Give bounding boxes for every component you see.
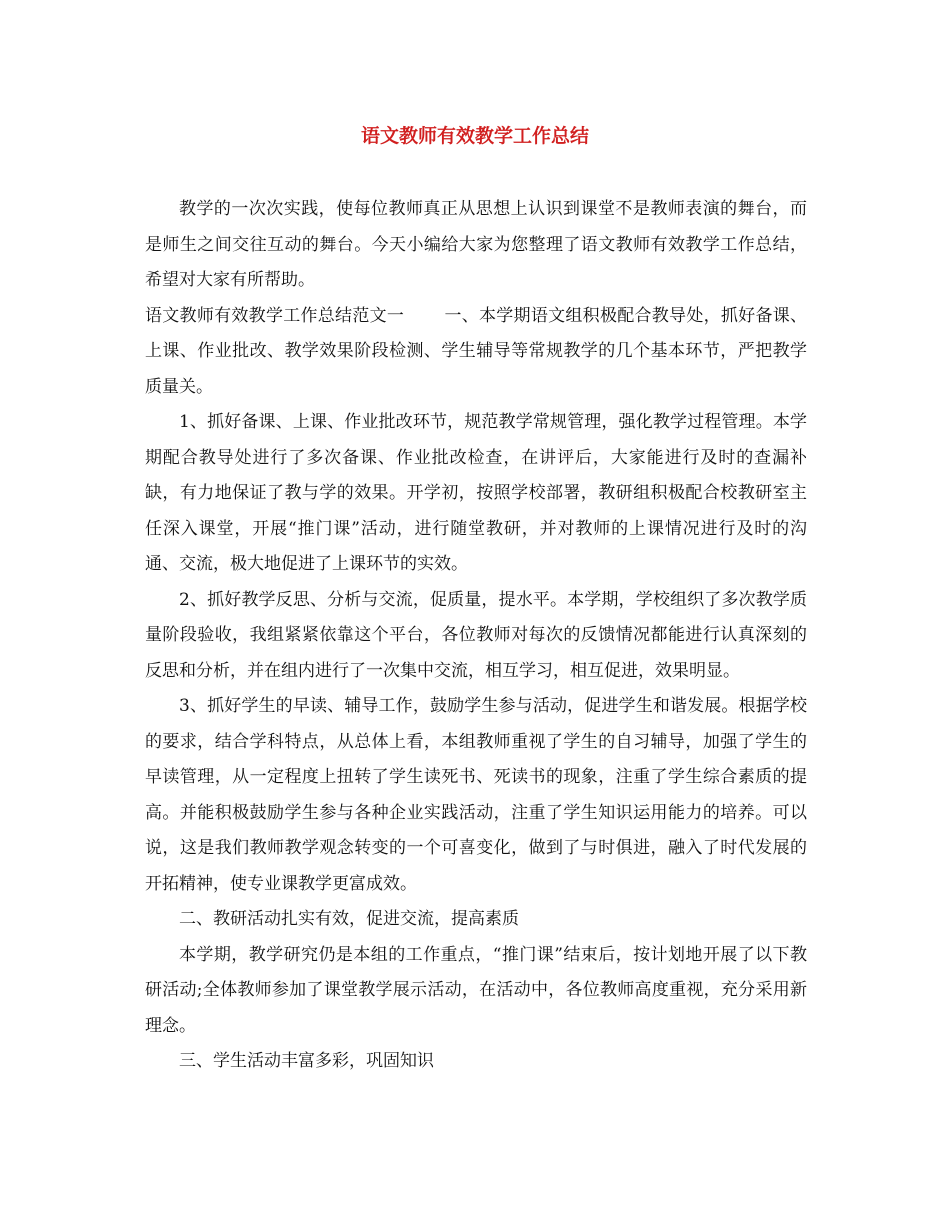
sample-paragraph xyxy=(145,299,807,406)
section-1-heading: 一、本学期语文组积极配合教导处，抓好备课、上课、作业批改、教学效果阶段检测、学生辅导等常规教学的几个基本环节，严把教学质量关。 xyxy=(145,305,808,397)
item-3-paragraph: 3、抓好学生的早读、辅导工作，鼓励学生参与活动，促进学生和谐发展。根据学校的要求，结合学科特点，从总体上看，本组教师重视了学生的自习辅导，加强了学生的早读管理，从一定程度上扭转了学生读死书、死读书的现象，注重了学生综合素质的提高。并能积极鼓励学生参与各种企业实践活动，注重了学生知识运用能力的培养。可以说，这是我们教师教学观念转变的一个可喜变化，做到了与时俱进，融入了时代发展的开拓精神，使专业课教学更富成效。 xyxy=(145,696,807,894)
item-2-paragraph: 2、抓好教学反思、分析与交流，促质量，提水平。本学期，学校组织了多次教学质量阶段验收，我组紧紧依靠这个平台，各位教师对每次的反馈情况都能进行认真深刻的反思和分析，并在组内进行了一次集中交流，相互学习，相互促进，效果明显。 xyxy=(145,589,807,681)
intro-paragraph: 教学的一次次实践，使每位教师真正从思想上认识到课堂不是教师表演的舞台，而是师生之间交往互动的舞台。今天小编给大家为您整理了语文教师有效教学工作总结，希望对大家有所帮助。 xyxy=(145,199,807,290)
document-title: 语文教师有效教学工作总结 xyxy=(360,125,589,147)
section-3-heading: 三、学生活动丰富多彩，巩固知识 xyxy=(179,1051,434,1071)
section-2-heading: 二、教研活动扎实有效，促进交流，提高素质 xyxy=(179,909,519,929)
section-2-paragraph: 本学期，教学研究仍是本组的工作重点，“推门课”结束后，按计划地开展了以下教研活动;全体教师参加了课堂教学展示活动，在活动中，各位教师高度重视，充分采用新理念。 xyxy=(145,944,807,1036)
sample-heading: 语文教师有效教学工作总结范文一 xyxy=(145,305,405,326)
item-1-paragraph: 1、抓好备课、上课、作业批改环节，规范教学常规管理，强化教学过程管理。本学期配合教导处进行了多次备课、作业批改检查，在讲评后，大家能进行及时的查漏补缺，有力地保证了教与学的效果。开学初，按照学校部署，教研组积极配合校教研室主任深入课堂，开展“推门课”活动，进行随堂教研，并对教师的上课情况进行及时的沟通、交流，极大地促进了上课环节的实效。 xyxy=(145,412,807,574)
document-body xyxy=(145,192,807,1080)
